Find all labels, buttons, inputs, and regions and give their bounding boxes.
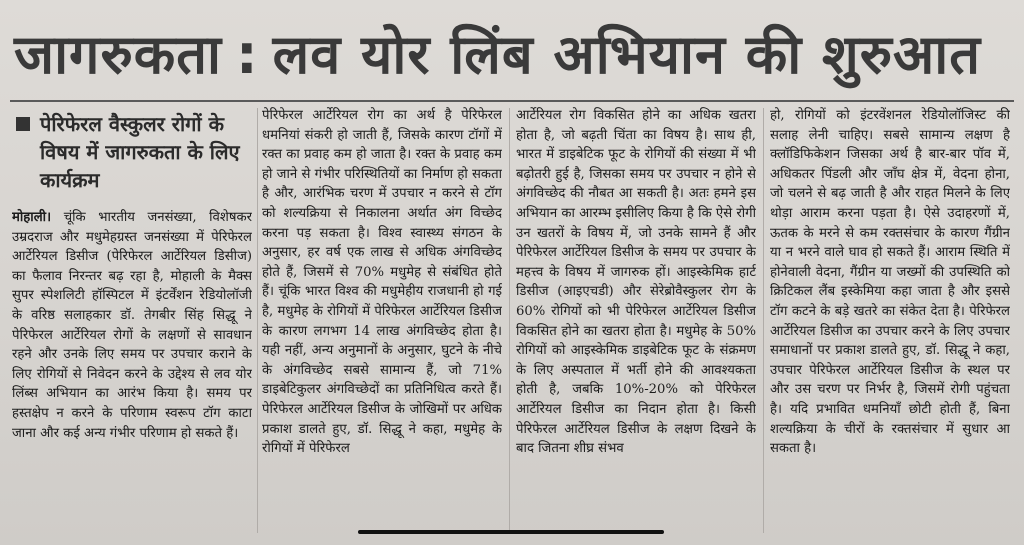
column-divider — [509, 108, 510, 533]
square-bullet-icon — [16, 117, 30, 131]
column-1-body — [12, 208, 252, 443]
column-4 — [770, 106, 1010, 536]
headline-part2: लव योर लिंब अभियान की शुरुआत — [272, 23, 981, 86]
headline-separator: : — [236, 23, 259, 86]
headline-rule — [10, 100, 1014, 102]
headline-part1: जागरुकता — [14, 23, 222, 86]
column-4-text: हो, रोगियों को इंटरवेंशनल रेडियोलॉजिस्ट की सलाह लेनी चाहिए। सबसे सामान्य लक्षण है क्लॉडिफिकेशन जिसका अर्थ है बार-बार पॉव में, अधिकतर पिंडली और जाँघ क्षेत्र में, वेदना होना, जो चलने से बढ़ जाती है और राहत मिलने के लिए थोड़ा आराम करना पड़ता है। ऐसे उदाहरणों में, ऊतक के मरने से कम रक्तसंचार के कारण गैंग्रीन या न भरने वाले घाव हो सकते हैं। आराम स्थिति में होनेवाली वेदना, गैंग्रीन या जख्मों की उपस्थिति को क्रिटिकल लैंब इस्केमिया कहा जाता है और इससे टॉग कटने के बड़े खतरे का संकेत देता है। पेरिफेरल आर्टेरियल डिसीज का उपचार करने के लिए उपचार समाधानों पर प्रकाश डालते हुए, डॉ. सिद्धू ने कहा, उपचार पेरिफेरल आर्टेरियल डिसीज के स्थल पर और उस चरण पर निर्भर है, जिसमें रोगी पहुंचता है। यदि प्रभावित धमनियाँ छोटी होती हैं, बिना शल्यक्रिया के चीरों के रक्तसंचार में सुधार आ सकता है। — [770, 108, 1010, 457]
subheadline-text: पेरिफेरल वैस्कुलर रोगों के विषय में जागरुकता के लिए कार्यक्रम — [40, 112, 240, 192]
column-1 — [12, 106, 252, 536]
home-indicator-bar[interactable] — [358, 530, 664, 534]
column-3-text: आर्टेरियल रोग विकसित होने का अधिक खतरा होता है, जो बढ़ती चिंता का विषय है। साथ ही, भारत में डाइबेटिक फूट के रोगियों की संख्या में भी बढ़ोतरी हुई है, जिसका समय पर उपचार न होने से अंगविच्छेद की नौबत आ सकती है। अतः हमने इस अभियान का आरम्भ इसीलिए किया है कि ऐसे रोगी उन खतरों के विषय में, जो उनके सामने हैं और पेरिफेरल आर्टेरियल डिसीज के समय पर उपचार के महत्त्व के विषय में जागरुक हों। आइस्केमिक हार्ट डिसीज (आइएचडी) और सेरेब्रोवैस्कुलर रोग के 60% रोगियों को भी पेरिफेरल आर्टेरियल डिसीज विकसित होने का खतरा होता है। मधुमेह के 50% रोगियों को आइस्केमिक डाइबेटिक फूट के संक्रमण के लिए अस्पताल में भर्ती होने की आवश्यकता होती है, जबकि 10%-20% को पेरिफेरल आर्टेरियल डिसीज का निदान होता है। किसी पेरिफेरल आर्टेरियल डिसीज के लक्षण दिखने के बाद जितना शीघ्र संभव — [516, 108, 756, 457]
column-divider — [257, 108, 258, 533]
column-divider — [763, 108, 764, 533]
column-1-text: चूंकि भारतीय जनसंख्या, विशेषकर उम्रदराज और मधुमेहग्रस्त जनसंख्या में पेरिफेरल आर्टेरियल डिसीज (पेरिफेरल आर्टेरियल डिसीज) का फैलाव निरन्तर बढ़ रहा है, मोहाली के मैक्स सुपर स्पेशलिटी हॉस्पिटल में इंटर्वेंशन रेडियोलॉजी के वरिष्ठ सलाहकार डॉ. तेगबीर सिंह सिद्धू ने पेरिफेरल आर्टेरियल रोगों के लक्षणों से सावधान रहने और उनके लिए समय पर उपचार कराने के लिए रोगियों से निवेदन करने के उद्देश्य से लव योर लिंब्स अभियान का आरंभ किया है। समय पर हस्तक्षेप न करने के परिणाम स्वरूप टॉग काटा जाना और कई अन्य गंभीर परिणाम हो सकते हैं। — [12, 210, 252, 441]
column-2-text: पेरिफेरल आर्टेरियल रोग का अर्थ है पेरिफेरल धमनियां संकरी हो जाती हैं, जिसके कारण टॉगों में रक्त का प्रवाह कम हो जाता है। रक्त के प्रवाह कम हो जाने से गंभीर परिस्थितियों का निर्माण हो सकता है और, आरंभिक चरण में उपचार न करने से टॉग को शल्यक्रिया से निकालना अर्थात अंग विच्छेद करना पड़ सकता है। विश्व स्वास्थ्य संगठन के अनुसार, हर वर्ष एक लाख से अधिक अंगविच्छेद होते हैं, जिसमें से 70% मधुमेह से संबंधित होते हैं। चूंकि भारत विश्व की मधुमेहीय राजधानी हो गई है, मधुमेह के रोगियों में पेरिफेरल आर्टेरियल डिसीज के कारण लगभग 14 लाख अंगविच्छेद होता है। यही नहीं, अन्य अनुमानों के अनुसार, घुटने के नीचे के अंगविच्छेद सबसे सामान्य हैं, जो 71% डाइबेटिकुलर अंगविच्छेदों का प्रतिनिधित्व करते हैं। पेरिफेरल आर्टेरियल डिसीज के जोखिमों पर अधिक प्रकाश डालते हुए, डॉ. सिद्धू ने कहा, मधुमेह के रोगियों में पेरिफेरल — [262, 108, 502, 457]
subheadline — [12, 110, 252, 194]
dateline: मोहाली। — [12, 210, 52, 225]
column-2 — [262, 106, 502, 536]
column-3 — [516, 106, 756, 536]
headline — [14, 10, 1014, 100]
